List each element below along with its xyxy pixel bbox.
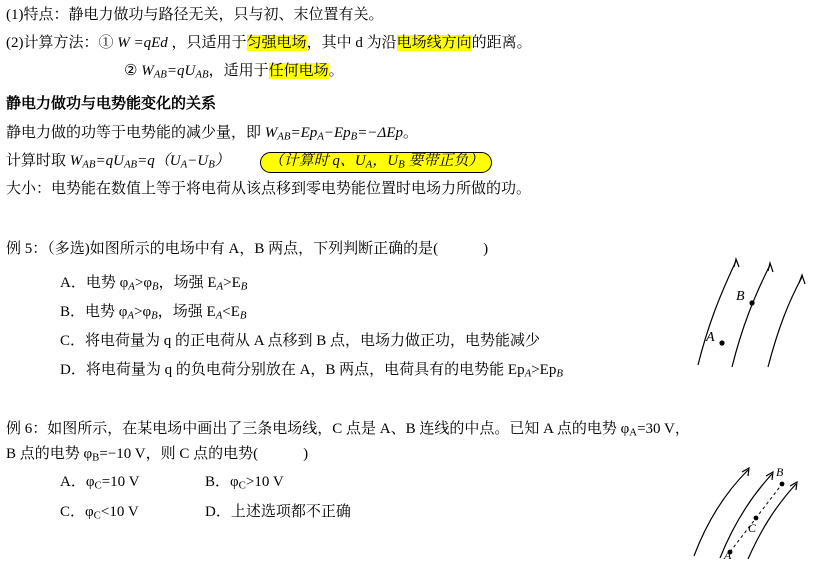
opt-b-sub4: B <box>239 309 247 322</box>
opt-a-sub2: B <box>151 280 159 293</box>
example5-option-a <box>60 274 247 294</box>
note-sub-a: A <box>365 158 373 171</box>
opt-b-sub2: B <box>151 309 158 322</box>
ex6-opt-a-pre: A．φ <box>60 474 95 490</box>
example5-question-text: 例 5：（多选)如图所示的电场中有 A，B 两点，下列判断正确的是( ) <box>6 241 489 257</box>
figure-label-b: B <box>736 289 745 304</box>
field-line-2 <box>720 474 772 558</box>
ex6-opt-a-sub: C <box>94 479 102 492</box>
ex6-opt-d-text: D．上述选项都不正确 <box>205 504 351 520</box>
method-text-1: ，只适用于 <box>171 35 247 51</box>
example5-option-d <box>60 361 563 381</box>
opt-a-mid3: >E <box>223 275 241 291</box>
example6-option-c <box>60 503 139 523</box>
f2sub: A <box>317 130 324 143</box>
note-end: 要带正负） <box>404 153 484 169</box>
c1sub: AB <box>82 158 96 171</box>
formula-w-qed: W =qEd <box>117 35 168 51</box>
opt-d-sub2: B <box>556 367 563 380</box>
figure2-label-b: B <box>776 465 784 479</box>
ex6-l1-post: =30 V， <box>637 421 690 437</box>
figure-example5-svg <box>690 255 810 370</box>
opt-a-pre: A．电势 φ <box>60 275 129 291</box>
calc-label: 计算时取 <box>6 153 67 169</box>
ex6-l1-pre: 例 6：如图所示，在某电场中画出了三条电场线，C 点是 A、B 连线的中点。已知 A 点的电势 φ <box>6 421 630 437</box>
method-2-period: 。 <box>328 63 344 79</box>
ex6-opt-c-pre: C．φ <box>60 504 94 520</box>
opt-b-pre: B．电势 φ <box>60 304 128 320</box>
paragraph-work-energy <box>6 124 418 144</box>
c2: =qU <box>95 153 124 169</box>
figure2-label-a: A <box>724 548 732 559</box>
paragraph-calc-sign <box>6 152 492 173</box>
ex6-l2-sub: B <box>92 451 100 464</box>
c1: W <box>69 153 83 169</box>
example5-option-c <box>60 332 540 350</box>
ex6-l1-sub: A <box>629 426 638 439</box>
figure-example5 <box>690 255 810 370</box>
method-2-text: ，适用于 <box>208 63 269 79</box>
paragraph-method-1 <box>6 34 532 52</box>
field-line-3 <box>768 277 802 367</box>
ex6-opt-c-post: <10 V <box>100 504 139 520</box>
highlight-uniform-field: 匀强电场 <box>246 35 307 51</box>
field-line-2 <box>732 265 770 367</box>
feature-text: (1)特点：静电力做功与路径无关，只与初、末位置有关。 <box>6 7 384 23</box>
opt-d-mid: >Ep <box>531 362 557 378</box>
opt-a-sub1: A <box>128 280 135 293</box>
paragraph-feature <box>6 6 384 24</box>
figure2-label-c: C <box>748 521 757 535</box>
opt-d-sub1: A <box>524 367 532 380</box>
example5-option-b <box>60 303 247 323</box>
example6-option-b <box>205 473 284 493</box>
c4sub: B <box>208 158 215 171</box>
ex6-opt-b-post: >10 V <box>245 474 284 490</box>
point-b-dot <box>749 300 754 305</box>
highlight-any-field: 任何电场 <box>268 63 329 79</box>
opt-a-sub3: A <box>216 280 224 293</box>
figure-example6 <box>690 460 810 559</box>
point-a-dot <box>719 340 724 345</box>
c4: −U <box>187 153 209 169</box>
method-label: (2)计算方法：① <box>6 35 114 51</box>
figure-example6-svg <box>690 460 810 559</box>
method-text-3: 的距离。 <box>471 35 532 51</box>
opt-b-mid2: ，场强 E <box>157 304 216 320</box>
f2: =Ep <box>290 125 318 141</box>
magnitude-text: 大小：电势能在数值上等于将电荷从该点移到零电势能位置时电场力所做的功。 <box>6 181 532 197</box>
paragraph-method-2 <box>124 62 344 82</box>
c2sub: AB <box>123 158 138 171</box>
arrow-head-2 <box>768 263 773 272</box>
ex6-l2-pre: B 点的电势 φ <box>6 446 93 462</box>
f3: −Ep <box>323 125 351 141</box>
opt-b-mid3: <E <box>222 304 240 320</box>
highlight-field-line-direction: 电场线方向 <box>396 35 472 51</box>
opt-a-mid2: ，场强 E <box>158 275 217 291</box>
note-sign-reminder <box>260 152 493 173</box>
formula-qu-sub: AB <box>195 68 209 81</box>
field-line-1 <box>694 470 748 556</box>
field-line-1 <box>698 261 736 365</box>
paragraph-magnitude <box>6 180 531 198</box>
example5-question <box>6 240 488 258</box>
note-sub-b: B <box>398 158 405 171</box>
opt-a-sub4: B <box>240 280 248 293</box>
ex6-opt-a-post: =10 V <box>101 474 140 490</box>
f1: W <box>264 125 278 141</box>
ex6-l2-post: =−10 V，则 C 点的电势( ) <box>99 446 309 462</box>
c3sub: A <box>180 158 188 171</box>
work-energy-text: 静电力做的功等于电势能的减少量，即 <box>6 125 262 141</box>
example6-option-d <box>205 503 351 521</box>
point-b-dot <box>780 482 785 487</box>
point-c-dot <box>754 516 759 521</box>
formula-calc <box>70 153 230 169</box>
formula-work-energy <box>265 125 403 141</box>
opt-b-mid: >φ <box>134 304 152 320</box>
method-2-marker: ② <box>124 63 138 79</box>
note-mid: ，U <box>372 153 399 169</box>
figure-label-a: A <box>706 330 715 345</box>
f1sub: AB <box>277 130 291 143</box>
work-energy-period: 。 <box>403 125 419 141</box>
section-heading-text: 静电力做功与电势能变化的关系 <box>6 96 217 112</box>
f3sub: B <box>350 130 358 143</box>
opt-b-sub1: A <box>127 309 135 322</box>
example6-question-line1 <box>6 420 690 440</box>
opt-a-mid: >φ <box>134 275 152 291</box>
ex6-opt-b-pre: B．φ <box>205 474 239 490</box>
formula-w: W <box>141 63 154 79</box>
ex6-opt-b-sub: C <box>238 479 246 492</box>
f4: =−ΔEp <box>357 125 403 141</box>
arrow-head-1 <box>734 259 739 267</box>
example6-question-line2 <box>6 445 308 465</box>
formula-wab <box>141 63 208 79</box>
arrow-head-3 <box>799 275 805 284</box>
opt-c-text: C．将电荷量为 q 的正电荷从 A 点移到 B 点，电场力做正功，电势能减少 <box>60 333 541 349</box>
c3: =q（U <box>137 153 181 169</box>
opt-d-pre: D．将电荷量为 q 的负电荷分别放在 A，B 两点，电荷具有的电势能 Ep <box>60 362 525 378</box>
note-pre: （计算时 q、U <box>268 153 366 169</box>
formula-qu: =qU <box>166 63 196 79</box>
formula-w-sub: AB <box>153 68 167 81</box>
ex6-opt-c-sub: C <box>93 509 101 522</box>
opt-b-sub3: A <box>215 309 223 322</box>
section-heading <box>6 95 216 113</box>
method-text-2: ，其中 d 为沿 <box>306 35 397 51</box>
example6-option-a <box>60 473 139 493</box>
c5: ） <box>214 153 230 169</box>
